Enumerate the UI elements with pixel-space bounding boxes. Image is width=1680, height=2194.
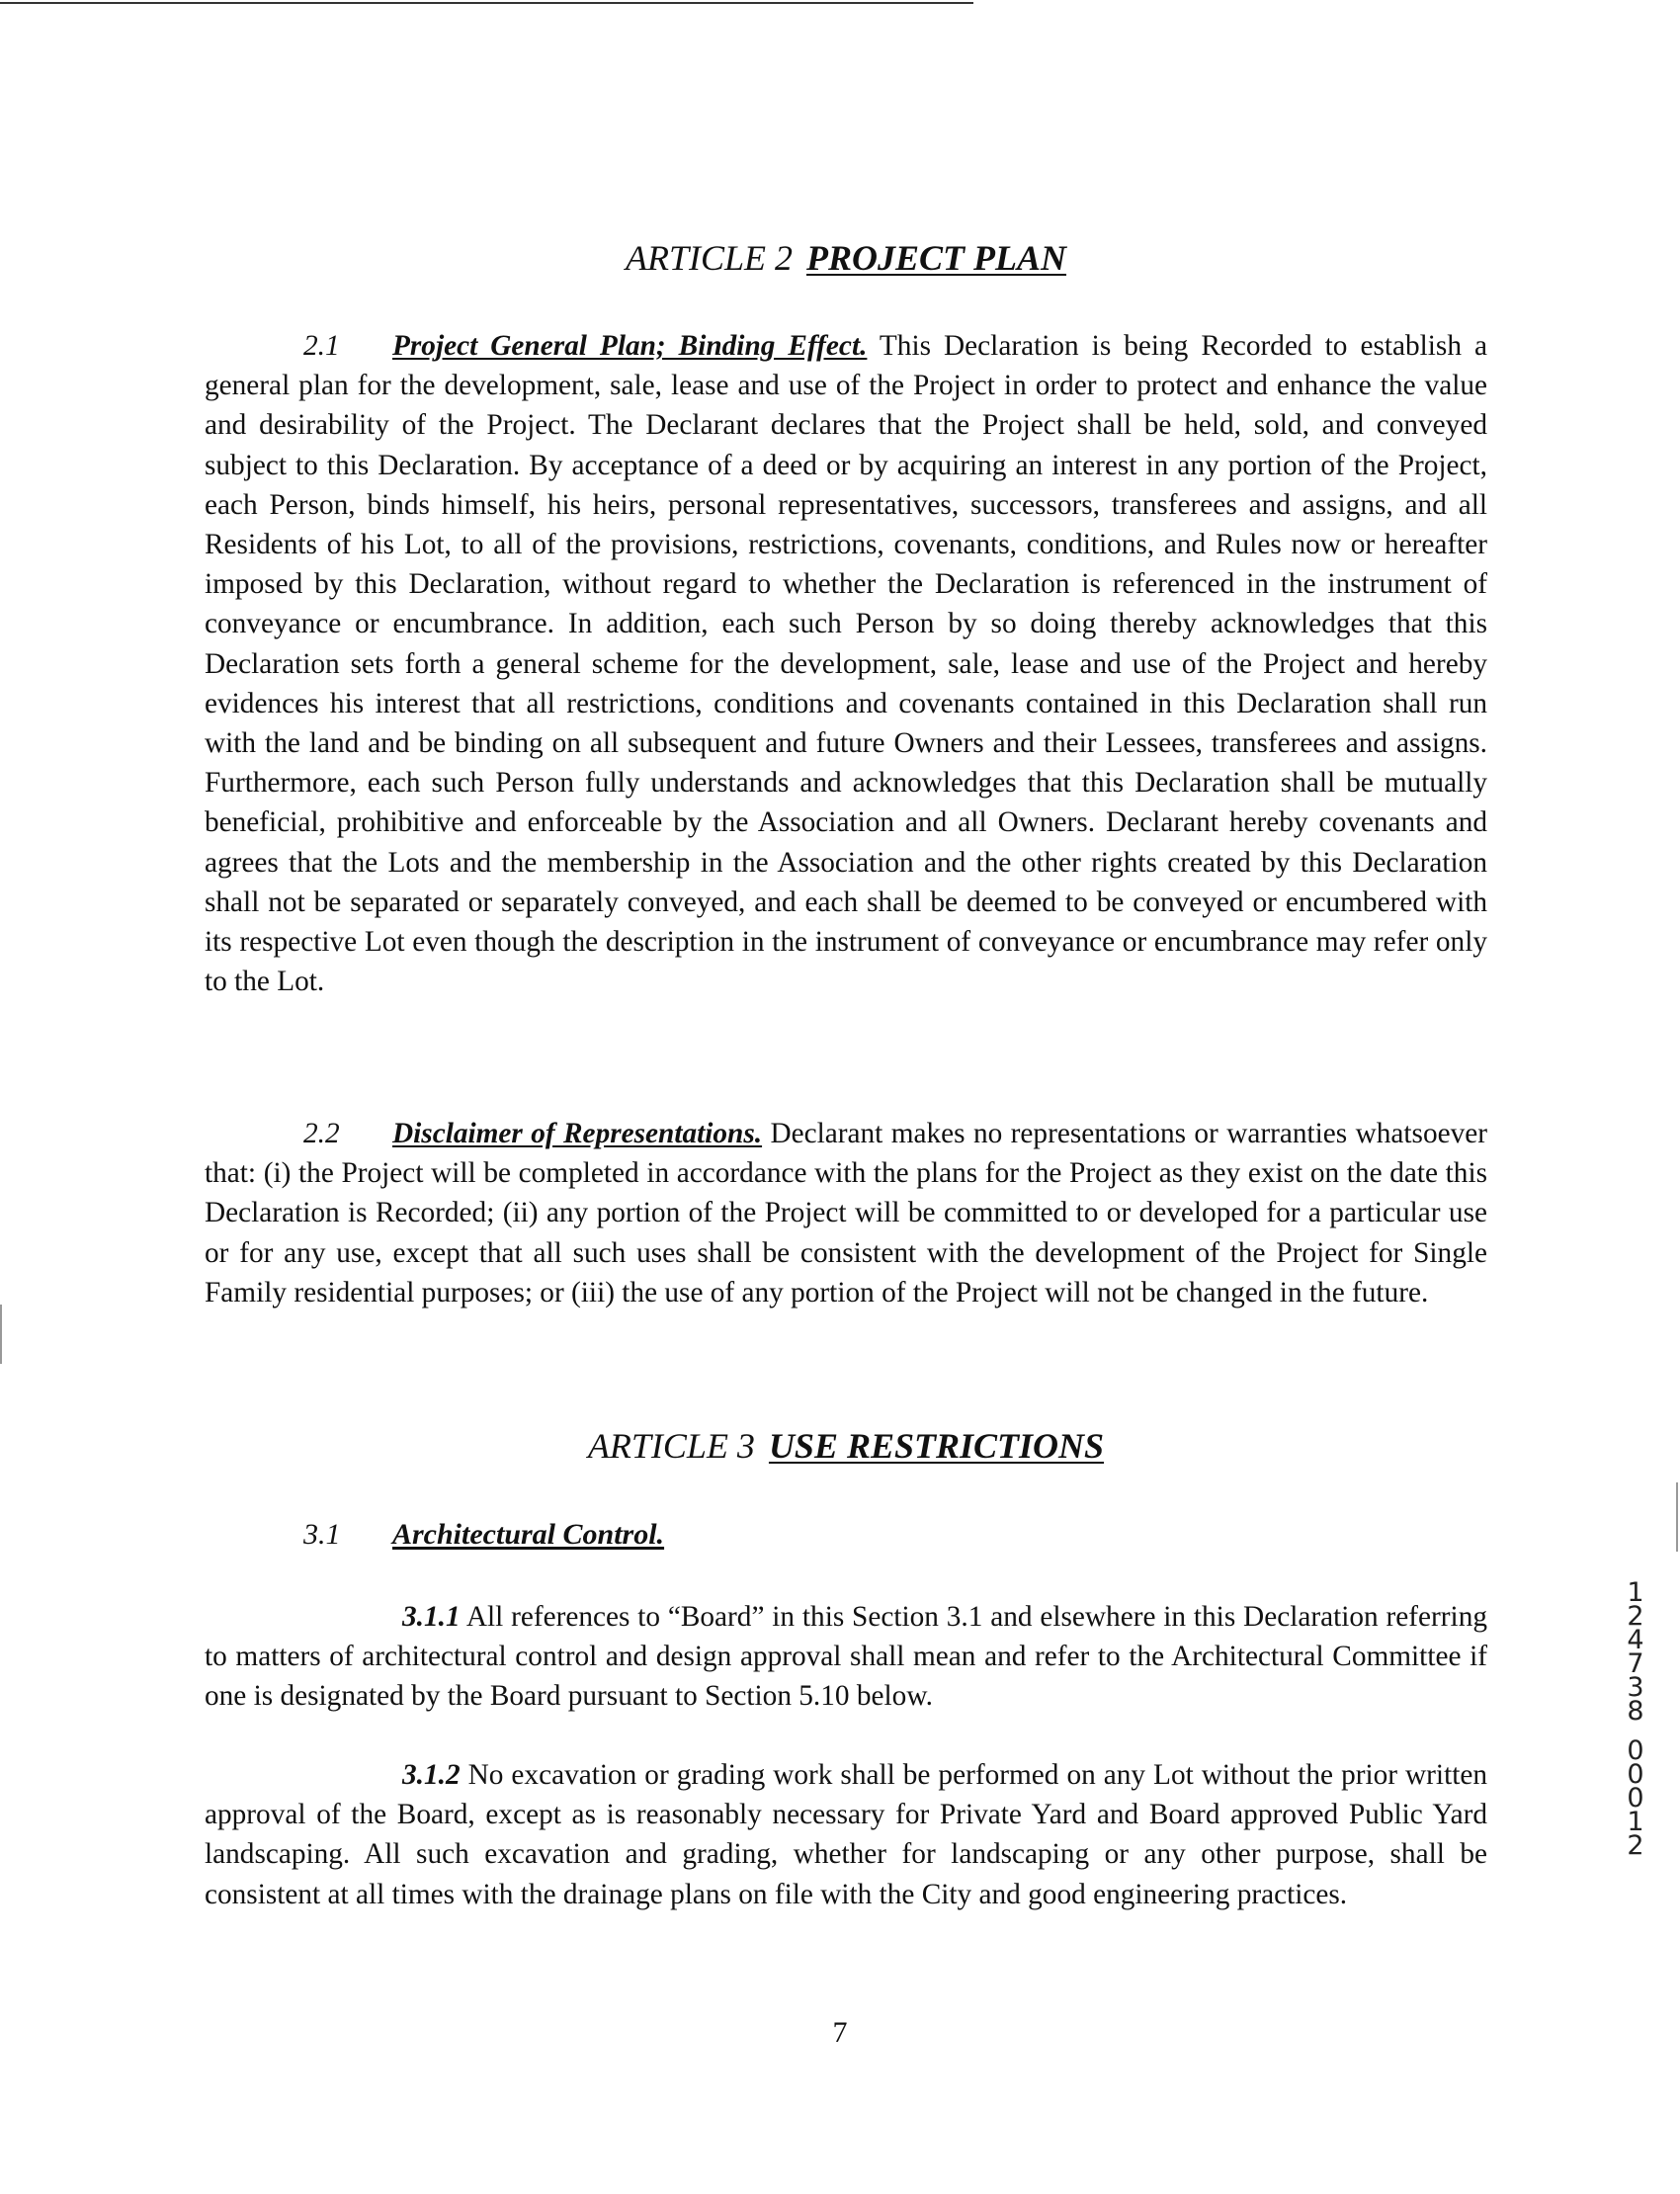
section-3-1-2 — [205, 1755, 1487, 1914]
section-2-2-title: Disclaimer of Representations. — [392, 1118, 763, 1149]
section-3-1-2-body: No excavation or grading work shall be performed on any Lot without the prior written approval of the Board, except as is reasonably necessary for Private Yard and Board approved Public Yard landscaping. All such excavation and grading, whether for landscaping or any other purpose, shall be consistent at all times with the drainage plans on file with the City and good engineering practices. — [205, 1759, 1488, 1910]
section-2-1-title: Project General Plan; Binding Effect. — [392, 330, 868, 362]
top-scan-border — [0, 2, 973, 4]
recording-stamp-part1: 124738 — [1627, 1577, 1644, 1727]
section-2-2-number: 2.2 — [303, 1118, 340, 1149]
article-3-heading — [205, 1425, 1487, 1467]
page-number: 7 — [832, 2016, 848, 2049]
right-margin-mark — [1676, 1482, 1678, 1552]
article-2-number: ARTICLE 2 — [625, 238, 793, 278]
article-3-title: USE RESTRICTIONS — [768, 1426, 1105, 1466]
article-3-number: ARTICLE 3 — [587, 1426, 755, 1466]
left-margin-mark — [0, 1305, 2, 1364]
section-3-1-1-number: 3.1.1 — [402, 1601, 461, 1633]
section-2-2-body: Declarant makes no representations or warranties whatsoever that: (i) the Project will be completed in accordance with the plans for the Project as they exist on the date this Declaration is Recorded; (ii) any portion of the Project will be committed to or developed for a particular use or for any use, except that all such uses shall be consistent with the development of the Project for Single Family residential purposes; or (iii) the use of any portion of the Project will not be changed in the future. — [205, 1118, 1488, 1308]
section-3-1-number: 3.1 — [303, 1518, 341, 1551]
article-2-title: PROJECT PLAN — [806, 238, 1067, 278]
section-3-1-1 — [205, 1597, 1487, 1717]
section-3-1-1-body: All references to “Board” in this Section 3.1 and elsewhere in this Declaration referring to matters of architectural control and design approval shall mean and refer to the Architectural Committee if one is designated by the Board pursuant to Section 5.10 below. — [205, 1601, 1487, 1713]
section-2-1-body: This Declaration is being Recorded to establish a general plan for the development, sale, lease and use of the Project in order to protect and enhance the value and desirability of the Project. The Declarant declares that the Project shall be held, sold, and conveyed subject to this Declaration. By acceptance of a deed or by acquiring an interest in any portion of the Project, each Person, binds himself, his heirs, personal representatives, successors, transferees and assigns, and all Residents of his Lot, to all of the provisions, restrictions, covenants, conditions, and Rules now or hereafter imposed by this Declaration, without regard to whether the Declaration is referenced in the instrument of conveyance or encumbrance. In addition, each such Person by so doing thereby acknowledges that this Declaration sets forth a general scheme for the development, sale, lease and use of the Project and hereby evidences his interest that all restrictions, conditions and covenants contained in this Declaration shall run with the land and be binding on all subsequent and future Owners and their Lessees, transferees and assigns. Furthermore, each such Person fully understands and acknowledges that this Declaration shall be mutually beneficial, prohibitive and enforceable by the Association and all Owners. Declarant hereby covenants and agrees that the Lots and the membership in the Association and the other rights created by this Declaration shall not be separated or separately conveyed, and each shall be deemed to be conveyed or encumbered with its respective Lot even though the description in the instrument of conveyance or encumbrance may refer only to the Lot. — [205, 330, 1487, 998]
recording-stamp — [1623, 1577, 1648, 1874]
section-3-1-title: Architectural Control. — [392, 1518, 665, 1551]
article-2-heading — [205, 237, 1487, 279]
section-2-2 — [205, 1114, 1487, 1312]
section-3-1-heading — [303, 1518, 664, 1552]
recording-stamp-part2: 00012 — [1627, 1735, 1644, 1861]
section-3-1-2-number: 3.1.2 — [402, 1759, 461, 1791]
section-2-1-number: 2.1 — [303, 330, 340, 362]
section-2-1 — [205, 326, 1487, 1001]
